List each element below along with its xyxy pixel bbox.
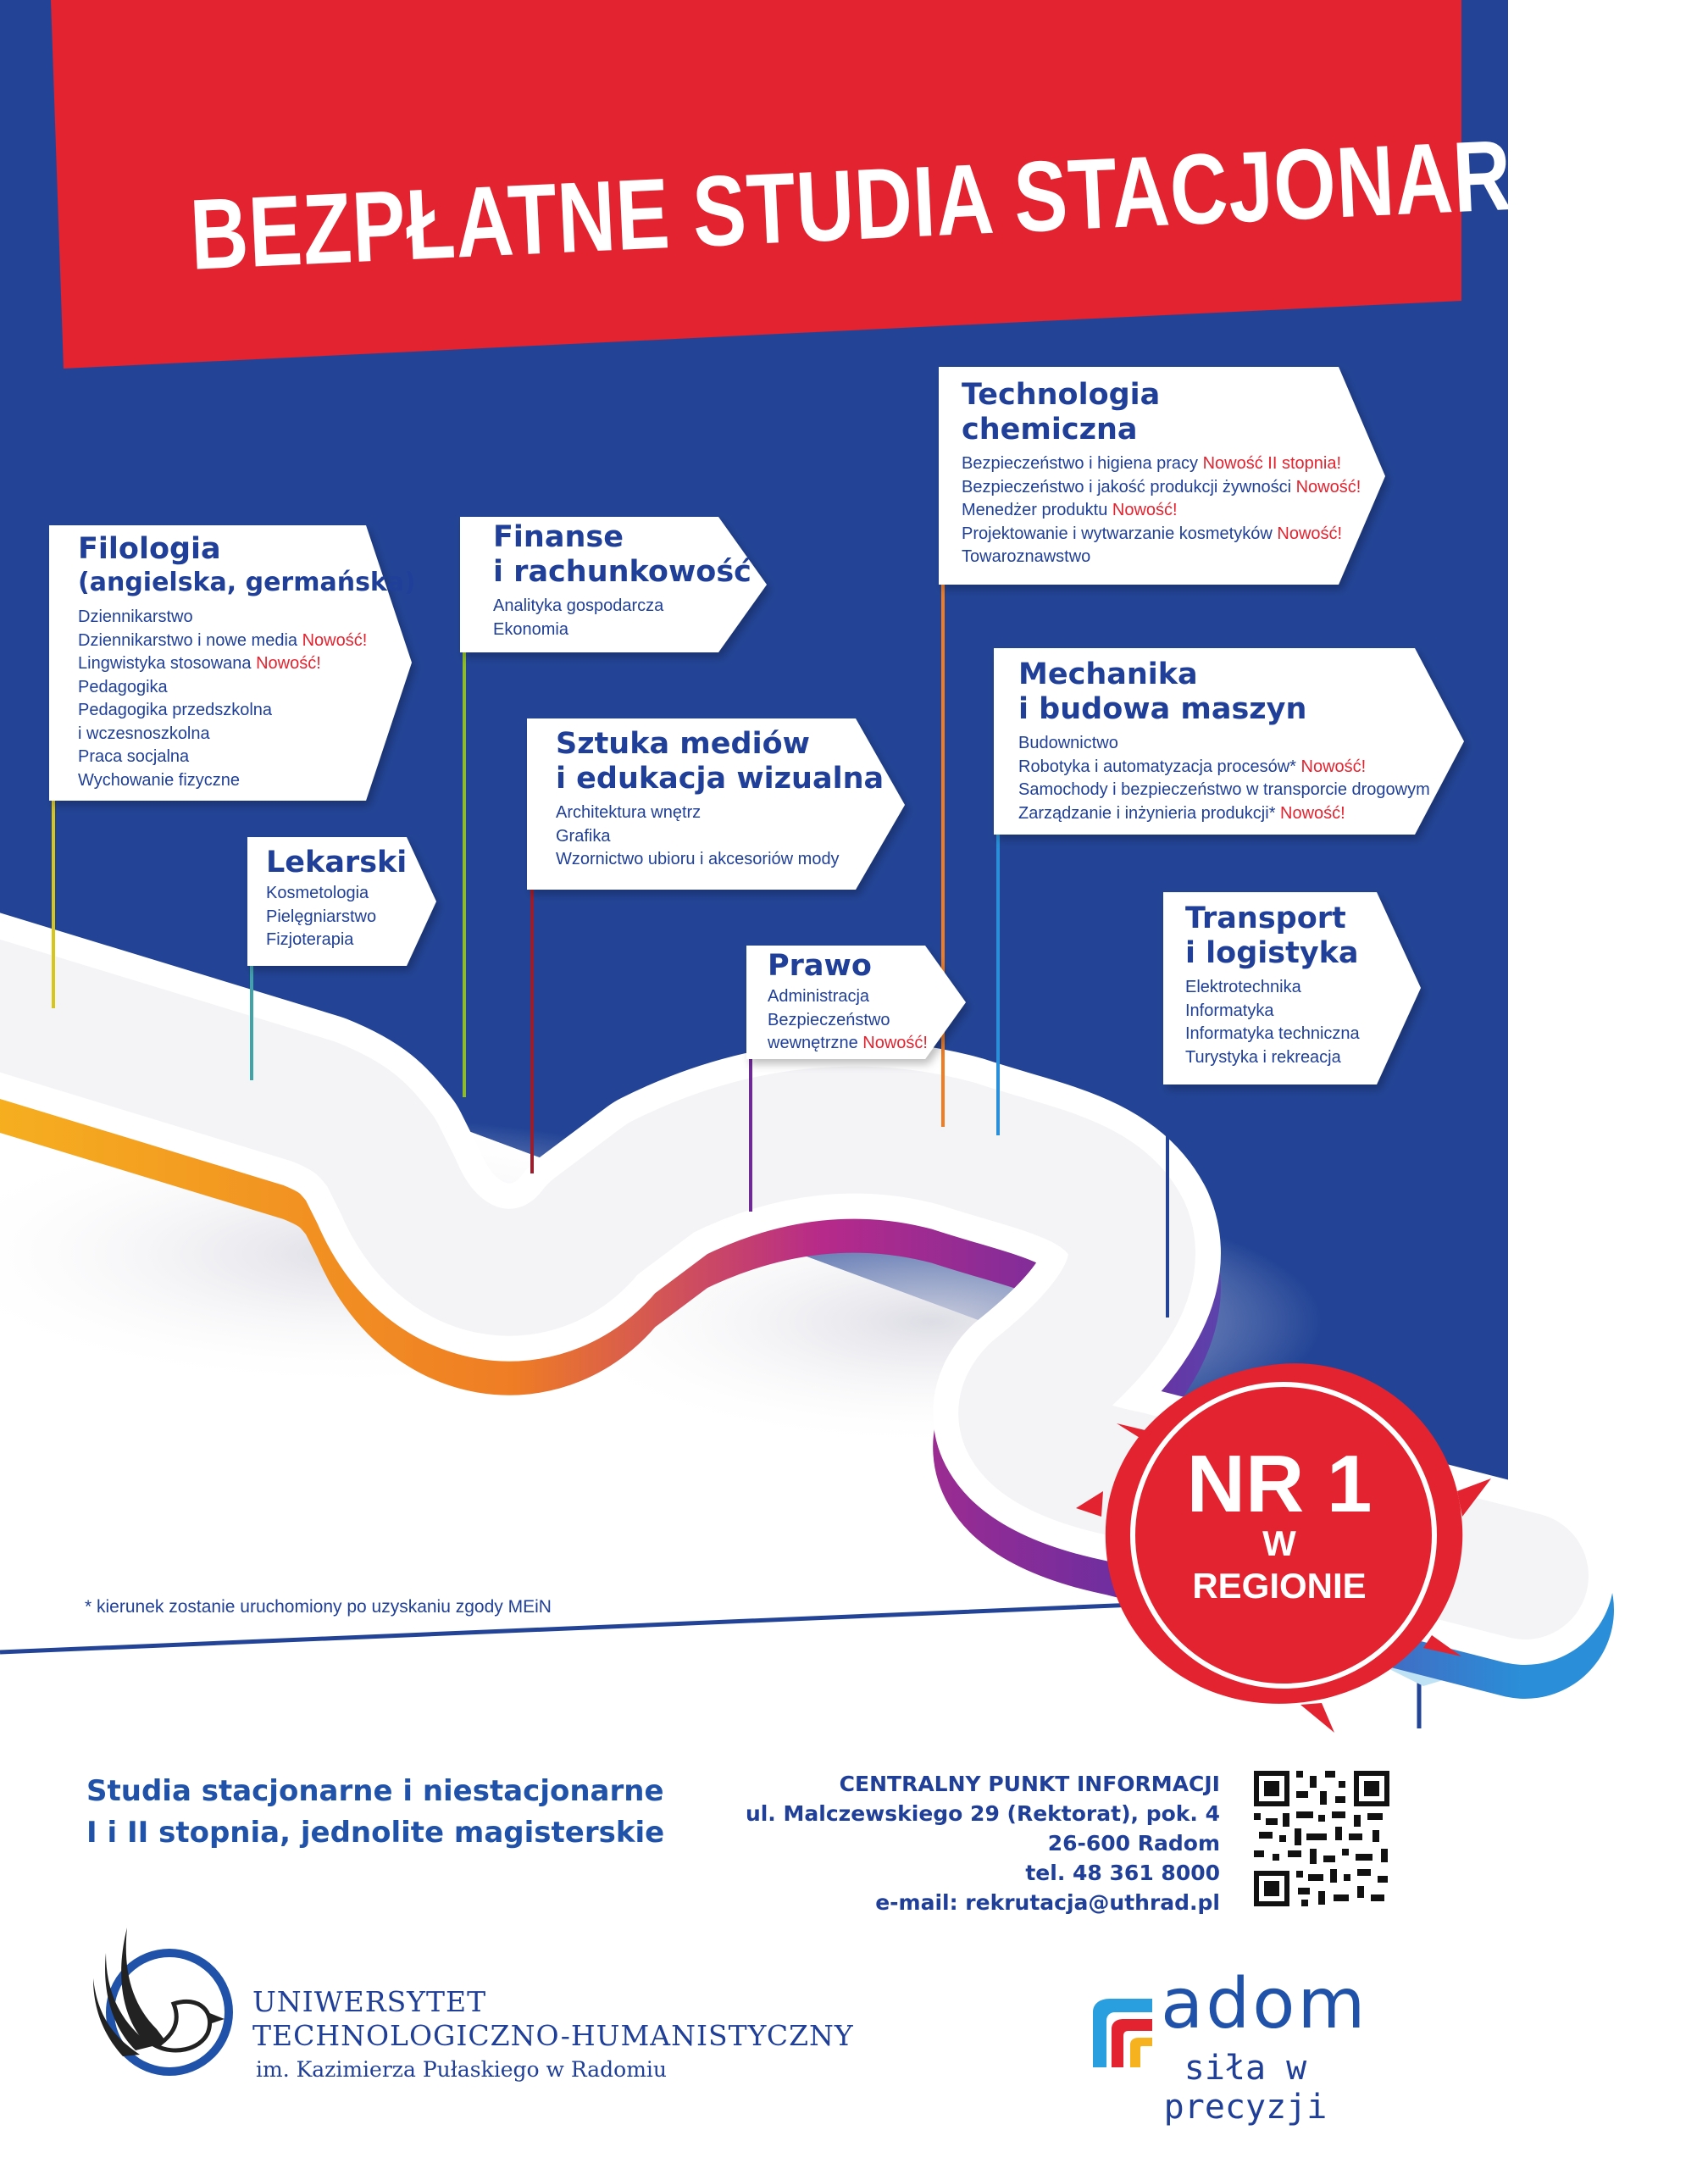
field-title: Prawo [768, 949, 872, 983]
program-item: Projektowanie i wytwarzanie kosmetyków Nowość! [962, 524, 1343, 543]
program-item: Pedagogika przedszkolna [78, 701, 273, 719]
field-flag-prawo [768, 949, 928, 1056]
program-item: Bezpieczeństwo i jakość produkcji żywności Nowość! [962, 477, 1361, 496]
field-title: Technologia [962, 378, 1161, 412]
program-item: Towaroznawstwo [962, 547, 1091, 566]
field-title: Mechanika [1018, 657, 1198, 691]
contact-heading: CENTRALNY PUNKT INFORMACJI [839, 1772, 1220, 1796]
program-item: wewnętrzne Nowość! [768, 1034, 928, 1052]
program-item: Robotyka i automatyzacja procesów* Nowość! [1018, 757, 1367, 776]
university-line: TECHNOLOGICZNO-HUMANISTYCZNY [252, 2019, 854, 2052]
field-flag-mechanika [1018, 657, 1430, 825]
program-item: Architektura wnętrz [556, 803, 702, 822]
field-flag-transport [1185, 901, 1360, 1069]
field-flag-finanse [493, 520, 751, 641]
field-program-list [78, 606, 416, 792]
program-item: Pedagogika [78, 677, 168, 696]
contact-info [746, 1769, 1220, 1917]
studies-line: I i II stopnia, jednolite magisterskie [86, 1816, 665, 1850]
badge-number: NR 1 [1186, 1439, 1372, 1529]
nr1-badge [1127, 1402, 1432, 1707]
university-patron: im. Kazimierza Pułaskiego w Radomiu [256, 2057, 668, 2082]
program-item: Informatyka techniczna [1185, 1024, 1360, 1043]
field-title: i logistyka [1185, 936, 1359, 970]
program-item: Zarządzanie i inżynieria produkcji* Nowość! [1018, 803, 1345, 823]
program-item: Wzornictwo ubioru i akcesoriów mody [556, 850, 840, 868]
program-item: Grafika [556, 826, 611, 846]
program-item: Pielęgniarstwo [266, 907, 377, 926]
program-item: i wczesnoszkolna [78, 724, 210, 743]
program-item: Praca socjalna [78, 747, 190, 766]
contact-address: ul. Malczewskiego 29 (Rektorat), pok. 4 [745, 1801, 1220, 1826]
program-item: Menedżer produktu Nowość! [962, 501, 1178, 519]
field-program-list [1018, 732, 1430, 825]
program-item: Bezpieczeństwo i higiena pracy Nowość II stopnia! [962, 454, 1342, 473]
program-item: Bezpieczeństwo [768, 1010, 890, 1029]
radom-wordmark: adom [1161, 1964, 1368, 2044]
program-item: Dziennikarstwo [78, 607, 193, 626]
contact-phone: tel. 48 361 8000 [1025, 1861, 1220, 1885]
contact-email[interactable]: e-mail: rekrutacja@uthrad.pl [875, 1890, 1220, 1915]
program-item: Lingwistyka stosowana Nowość! [78, 654, 321, 673]
program-item: Fizjoterapia [266, 930, 354, 949]
qr-code [1254, 1771, 1389, 1906]
field-subtitle: (angielska, germańska) [78, 568, 416, 597]
program-item: Samochody i bezpieczeństwo w transporcie drogowym [1018, 780, 1430, 799]
field-title: i budowa maszyn [1018, 692, 1307, 726]
program-item: Elektrotechnika [1185, 978, 1301, 996]
field-title: Transport [1185, 901, 1346, 935]
contact-postal: 26-600 Radom [1047, 1831, 1220, 1856]
field-program-list [962, 452, 1361, 569]
program-item: Dziennikarstwo i nowe media Nowość! [78, 630, 368, 650]
university-line: UNIWERSYTET [252, 1985, 487, 2018]
program-item: Analityka gospodarcza [493, 596, 664, 615]
field-title: Filologia [78, 532, 221, 566]
program-item: Wychowanie fizyczne [78, 770, 241, 790]
university-name [252, 1985, 854, 2087]
program-item: Budownictwo [1018, 734, 1118, 752]
field-program-list [493, 595, 751, 641]
studies-info [86, 1771, 664, 1854]
footnote: * kierunek zostanie uruchomiony po uzyskaniu zgody MEiN [85, 1597, 552, 1617]
program-item: Administracja [768, 987, 870, 1006]
studies-line: Studia stacjonarne i niestacjonarne [86, 1774, 664, 1808]
banner-title: BEZPŁATNE STUDIA STACJONARNE!!! [187, 110, 1708, 291]
field-title: i edukacja wizualna [556, 762, 884, 796]
field-program-list [1185, 976, 1360, 1069]
program-item: Turystyka i rekreacja [1185, 1047, 1341, 1067]
radom-tagline: siła w precyzji [1163, 2049, 1328, 2127]
badge-region: REGIONIE [1192, 1566, 1367, 1606]
field-flag-filologia [78, 532, 416, 792]
field-title: chemiczna [962, 413, 1138, 447]
program-item: Informatyka [1185, 1001, 1274, 1020]
program-item: Ekonomia [493, 619, 568, 639]
field-title: Finanse [493, 520, 624, 554]
program-item: Kosmetologia [266, 884, 369, 902]
field-program-list [556, 802, 884, 872]
field-flag-sztuka [556, 727, 884, 872]
field-flag-lekarski [266, 846, 407, 952]
field-program-list [768, 985, 928, 1056]
badge-w: W [1262, 1523, 1296, 1563]
field-title: i rachunkowość [493, 555, 751, 589]
field-title: Lekarski [266, 846, 408, 879]
field-flag-technologia [962, 378, 1361, 569]
field-program-list [266, 882, 407, 952]
field-title: Sztuka mediów [556, 727, 810, 761]
